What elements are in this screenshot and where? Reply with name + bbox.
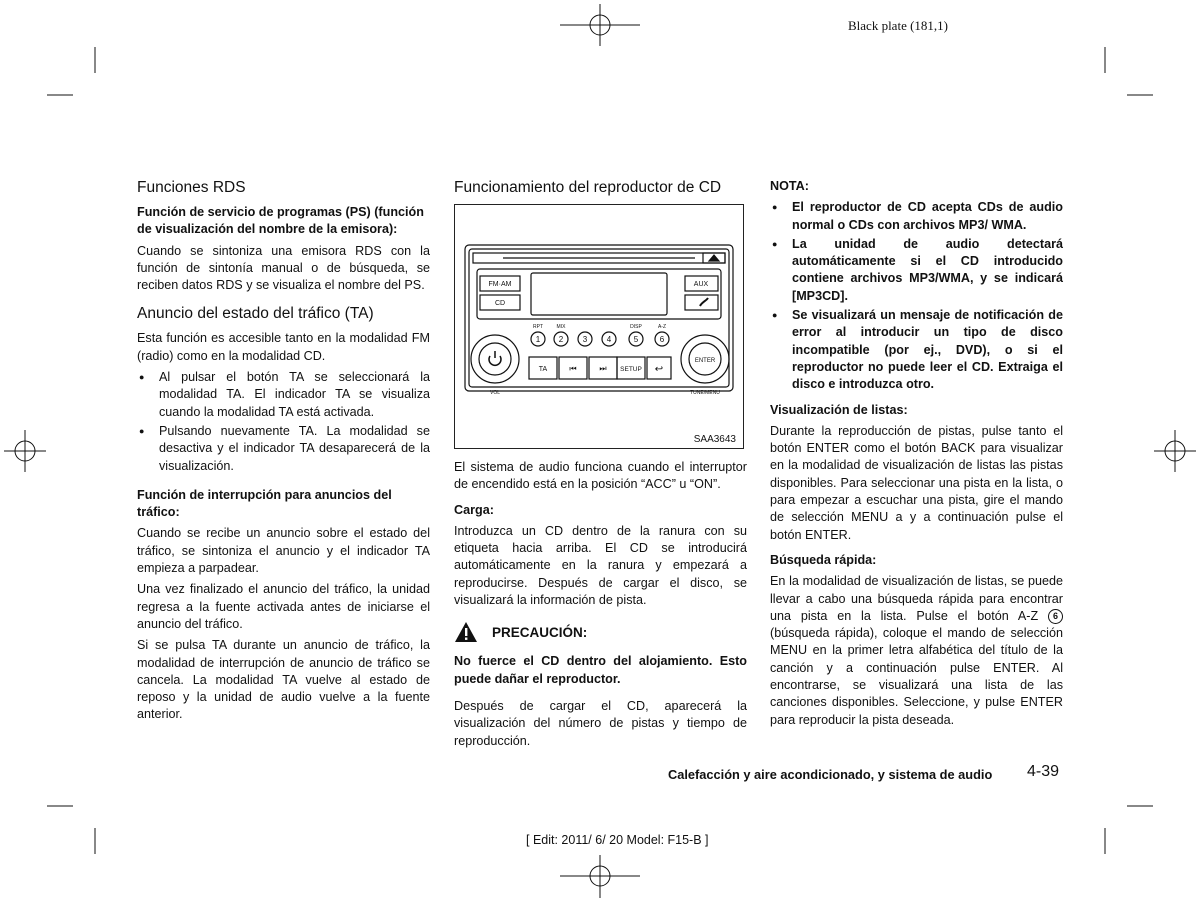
preset-6-label: 6 <box>659 335 665 344</box>
paragraph-carga: Introduzca un CD dentro de la ranura con su etiqueta hacia arriba. El CD se introducirá automáticamente en la ranura y empezará a reproducirse. Después de cargar el disco, se visualizará la información de pista. <box>454 523 747 608</box>
setup-label: SETUP <box>620 366 642 373</box>
heading-cd-player: Funcionamiento del reproductor de CD <box>454 179 722 196</box>
tune-menu-label: TUNE/MENU <box>690 390 720 396</box>
paragraph-interrupt-2: Una vez finalizado el anuncio del tráfico, la unidad regresa a la fuente activada antes de iniciarse el anuncio del tráfico. <box>137 582 430 631</box>
column-right <box>770 178 1063 733</box>
paragraph-ta-intro: Esta función es accesible tanto en la modalidad FM (radio) como en la modalidad CD. <box>137 331 430 363</box>
nota-heading: NOTA: <box>770 179 809 193</box>
list-item: ● Se visualizará un mensaje de notificación de error al introducir un tipo de disco incompatible (por ej., DVD), o si el reproductor no puede leer el CD. Extraiga el disco e introduzca otro. <box>770 307 1063 393</box>
fm-am-label: FM·AM <box>488 281 512 288</box>
back-icon: ↩ <box>654 364 664 375</box>
preset-4-label: 4 <box>606 335 612 344</box>
edit-info: [ Edit: 2011/ 6/ 20 Model: F15-B ] <box>526 833 709 847</box>
next-track-icon: ⏭ <box>599 364 607 373</box>
paragraph-after-load: Después de cargar el CD, aparecerá la visualización del número de pistas y tiempo de reproducción. <box>454 698 747 748</box>
mix-label: MIX <box>556 324 566 330</box>
prev-track-icon: ⏮ <box>569 364 577 373</box>
subheading-interrupt: Función de interrupción para anuncios del tráfico: <box>137 487 392 520</box>
preset-5-label: 5 <box>633 335 639 344</box>
caution-text: No fuerce el CD dentro del alojamiento. Esto puede dañar el reproductor. <box>454 654 747 686</box>
preset-2-label: 2 <box>558 335 564 344</box>
subheading-ps: Función de servicio de programas (PS) (función de visualización del nombre de la emisora): <box>137 205 424 237</box>
list-item: ● La unidad de audio detectará automáticamente si el CD introducido contiene archivos MP3/WMA, y se indicará [MP3CD]. <box>770 236 1063 305</box>
plate-label: Black plate (181,1) <box>848 18 948 33</box>
preset-3-label: 3 <box>582 335 588 344</box>
subheading-carga: Carga: <box>454 502 494 517</box>
nota-bullet-list <box>770 199 1063 393</box>
vol-label: VOL <box>489 390 501 396</box>
az-label: A-Z <box>657 324 667 330</box>
list-item: ● El reproductor de CD acepta CDs de audio normal o CDs con archivos MP3/ WMA. <box>770 199 1063 234</box>
ta-bullet-list <box>137 369 430 475</box>
paragraph-busqueda <box>770 573 1063 729</box>
subheading-busqueda: Búsqueda rápida: <box>770 552 877 567</box>
enter-label: ENTER <box>694 358 716 364</box>
list-item: ● Al pulsar el botón TA se seleccionará la modalidad TA. El indicador TA se visualiza cuando la modalidad TA está activada. <box>137 369 430 421</box>
warning-triangle-icon <box>454 621 478 643</box>
preset-1-label: 1 <box>535 335 541 344</box>
disp-label: DISP <box>630 324 642 330</box>
audio-unit-figure <box>454 204 744 449</box>
list-item: ● Pulsando nuevamente TA. La modalidad se desactiva y el indicador TA desaparecerá de la visualización. <box>137 423 430 475</box>
button-6-symbol: 6 <box>1048 609 1063 624</box>
paragraph-intro: El sistema de audio funciona cuando el interruptor de encendido está en la posición “ACC” u “ON”. <box>454 460 747 492</box>
audio-unit-illustration <box>455 205 742 447</box>
busqueda-text-before: En la modalidad de visualización de listas, se puede llevar a cabo una búsqueda rápida para encontrar una pista en la lista. Pulse el botón A-Z <box>770 574 1063 623</box>
caution-header <box>454 621 747 643</box>
heading-rds: Funciones RDS <box>137 179 246 196</box>
cd-label: CD <box>494 300 506 307</box>
paragraph-listas: Durante la reproducción de pistas, pulse tanto el botón ENTER como el botón BACK para visualizar en la modalidad de visualización de listas las pistas disponibles. Para seleccionar una pista en la lista, o para empezar a escuchar una pista, gire el mando de selección MENU a y a continuación pulse el botón ENTER. <box>770 423 1063 542</box>
aux-label: AUX <box>693 281 709 288</box>
subheading-listas: Visualización de listas: <box>770 402 908 417</box>
paragraph-interrupt-3: Si se pulsa TA durante un anuncio de tráfico, la modalidad de interrupción de anuncio de tráfico se cancela. La modalidad TA vuelve al estado de reposo y la unidad de audio vuelve a la fuente anterior. <box>137 638 430 722</box>
footer-section-title: Calefacción y aire acondicionado, y sistema de audio <box>668 767 993 782</box>
column-left <box>137 178 430 728</box>
column-middle <box>454 178 747 754</box>
rpt-label: RPT <box>533 324 543 330</box>
figure-code: SAA3643 <box>693 434 736 445</box>
busqueda-text-after: (búsqueda rápida), coloque el mando de selección MENU en la primer letra alfabética del título de la canción y a continuación pulse ENTER. Al encontrarse, se visualizará una lista de las canciones disponibles. Seleccione, y pulse ENTER para reproducir la pista deseada. <box>770 626 1063 727</box>
caution-title: PRECAUCIÓN: <box>492 624 588 640</box>
heading-ta: Anuncio del estado del tráfico (TA) <box>137 305 374 323</box>
ta-label: TA <box>538 366 548 373</box>
paragraph-ps: Cuando se sintoniza una emisora RDS con la función de sintonía manual o de búsqueda, se reciben datos RDS y se visualiza el nombre del PS. <box>137 243 430 293</box>
paragraph-interrupt-1: Cuando se recibe un anuncio sobre el estado del tráfico, se sintoniza el anuncio y el indicador TA empieza a parpadear. <box>137 526 430 576</box>
page-number: 4-39 <box>1027 763 1060 780</box>
